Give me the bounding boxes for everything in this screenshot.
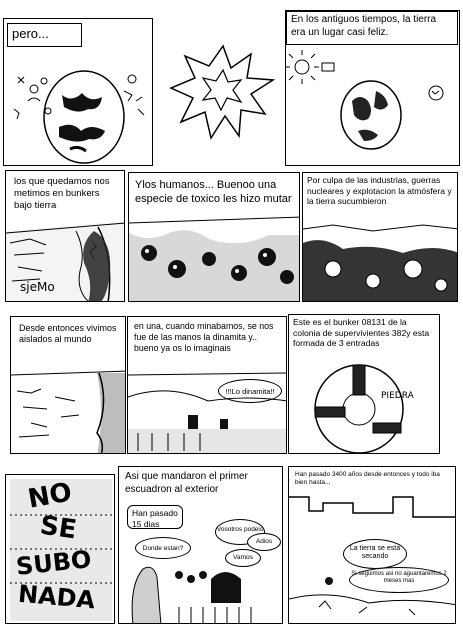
bunker-map-drawing bbox=[289, 315, 440, 454]
speech-bubble: Adios bbox=[247, 533, 281, 551]
panel-3-2 bbox=[127, 316, 287, 454]
mutant-planet-drawing bbox=[4, 19, 153, 166]
caption-box: los que quedamos nos metimos en bunkers bajo tierra bbox=[10, 174, 118, 214]
panel-2-2 bbox=[128, 172, 300, 302]
caption-box: Han pasado 3400 años desde entonces y todo iba bien hasta... bbox=[291, 469, 453, 495]
graffiti-word: SUBO bbox=[14, 545, 93, 581]
svg-text:sjeMo: sjeMo bbox=[20, 280, 55, 294]
time-note: Han pasado 15 dias bbox=[127, 505, 183, 529]
caption-box: Asi que mandaron el primer escuadron al exterior bbox=[121, 469, 281, 501]
graffiti-word: NO bbox=[25, 477, 75, 515]
earth-with-sun-drawing bbox=[286, 11, 460, 166]
panel-3-1 bbox=[10, 316, 126, 454]
explosion-drawing bbox=[153, 18, 285, 166]
mutant-crowd-drawing bbox=[129, 173, 300, 302]
caption-box: en una, cuando minabamos, se nos fue de las manos la dinamita y.. bueno ya os lo imaginais bbox=[130, 319, 282, 365]
graffiti-word: SE bbox=[38, 510, 79, 546]
panel-1-2 bbox=[153, 18, 285, 166]
panel-4-2 bbox=[118, 466, 283, 624]
speech-bubble: Donde estan? bbox=[135, 537, 191, 559]
speech-bubble: Si seguimos asi no aguantaremos 2 meses mas bbox=[349, 567, 449, 593]
speech-bubble: Vamos bbox=[225, 549, 261, 567]
caption-box: Desde entonces vivimos aislados al mundo bbox=[15, 321, 123, 355]
caption-box: Por culpa de las industrias, guerras nucleares y explotacion la atmósfera y la tierra sucumbieron bbox=[303, 173, 457, 221]
speech-bubble: La tierra se esta secando bbox=[343, 539, 407, 569]
bunker-rock-drawing bbox=[6, 171, 125, 302]
squadron-exit-drawing bbox=[119, 467, 283, 624]
panel-4-1 bbox=[5, 474, 115, 624]
graffiti-word: NADA bbox=[16, 579, 97, 615]
caption-box: pero... bbox=[7, 23, 82, 47]
panel-2-1 bbox=[5, 170, 125, 302]
caption-box: Ylos humanos... Buenoo una especie de toxico les hizo mutar bbox=[131, 177, 297, 217]
miners-dynamite-drawing bbox=[128, 317, 287, 454]
industry-ruins-drawing bbox=[303, 173, 458, 302]
speech-bubble: Vosotros podeis bbox=[215, 519, 265, 545]
caption-box: En los antiguos tiempos, la tierra era un lugar casi feliz. bbox=[286, 11, 458, 45]
dry-surface-drawing bbox=[289, 467, 456, 624]
panel-4-3 bbox=[288, 466, 456, 624]
cave-tunnel-drawing bbox=[11, 317, 126, 454]
panel-1-3 bbox=[285, 10, 460, 166]
speech-bubble: !!!Lo dinamita!! bbox=[218, 379, 282, 403]
bunker-label: PIEDRA bbox=[381, 391, 414, 401]
panel-2-3 bbox=[302, 172, 458, 302]
panel-1-1 bbox=[3, 18, 153, 166]
caption-box: Este es el bunker 08131 de la colonia de supervivientes 382y esta formada de 3 entradas bbox=[289, 315, 439, 355]
panel-3-3 bbox=[288, 314, 440, 454]
